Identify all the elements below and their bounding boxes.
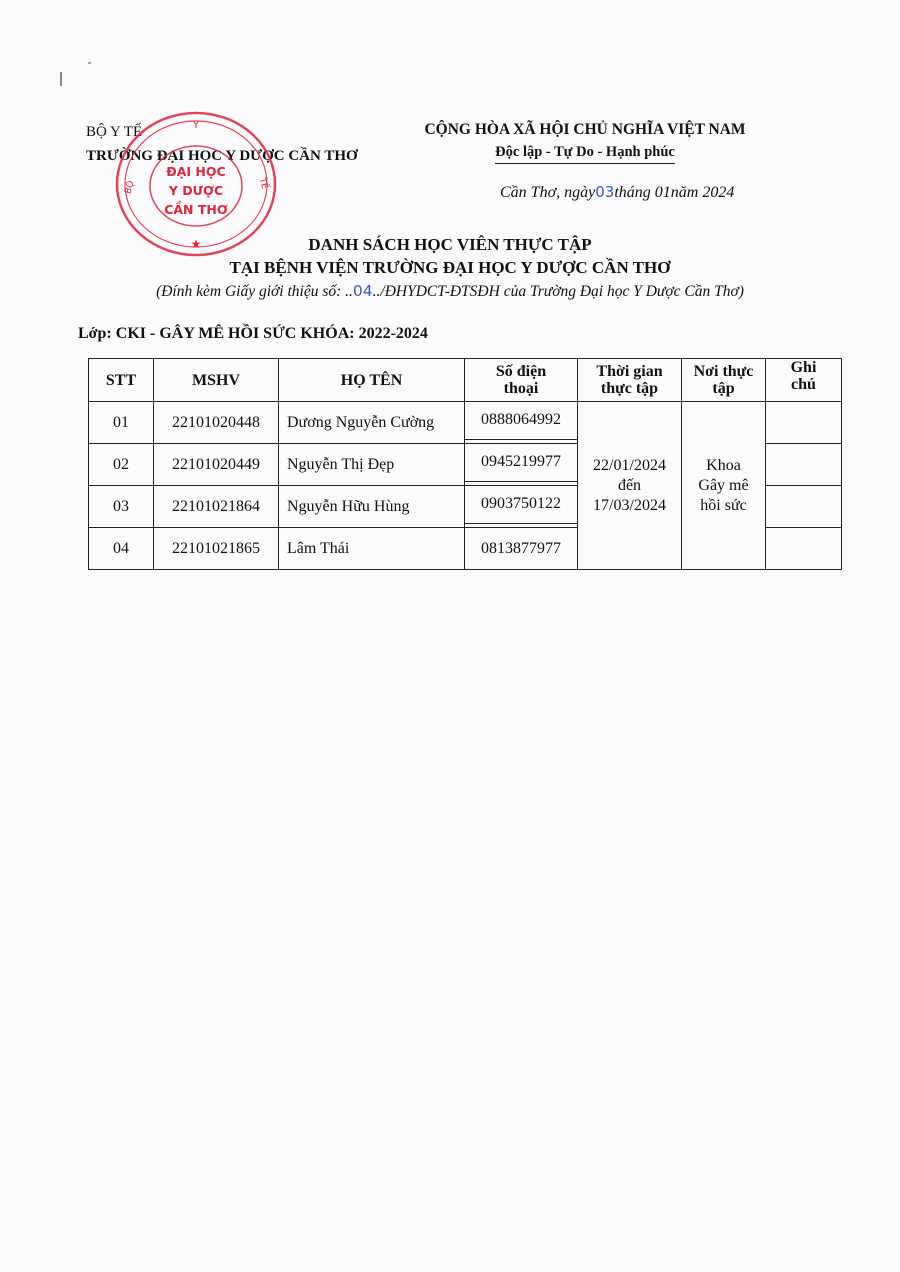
seal-center-line3: CẦN THƠ: [164, 202, 228, 217]
cell-phone: [465, 402, 578, 444]
cell-mshv: 22101020449: [154, 444, 279, 486]
cell-mshv: 22101020448: [154, 402, 279, 444]
university-seal: [112, 108, 280, 260]
cell-phone: [465, 486, 578, 528]
handwritten-day: 03: [595, 183, 615, 201]
national-motto: Độc lập - Tự Do - Hạnh phúc: [495, 141, 675, 164]
header-place-line1: Nơi thực: [693, 363, 754, 380]
place-line1: Khoa: [706, 456, 741, 474]
cell-name: Dương Nguyễn Cường: [279, 402, 465, 444]
place-line2: Gây mê: [698, 476, 749, 494]
cell-note: [766, 402, 842, 444]
scan-mark: [60, 72, 62, 86]
header-stt: STT: [89, 359, 154, 402]
date-prefix: Cần Thơ, ngày: [500, 184, 596, 201]
seal-star-icon: ★: [190, 237, 202, 251]
header-mshv: MSHV: [154, 359, 279, 402]
cell-name: Nguyễn Hữu Hùng: [279, 486, 465, 528]
header-phone-line2: thoại: [503, 380, 539, 397]
header-place: [682, 359, 766, 402]
header-note-line2: chú: [791, 376, 816, 393]
cell-note: [766, 486, 842, 528]
cell-stt: 02: [89, 444, 154, 486]
ministry-name: BỘ Y TẾ: [86, 124, 143, 140]
period-from: 22/01/2024: [593, 456, 666, 474]
attachment-suffix: ../ĐHYDCT-ĐTSĐH của Trường Đại học Y Dược Cần Thơ): [372, 283, 744, 300]
attachment-reference: [0, 282, 900, 301]
cell-note: [766, 528, 842, 570]
cell-stt: 03: [89, 486, 154, 528]
nation-name: CỘNG HÒA XÃ HỘI CHỦ NGHĨA VIỆT NAM: [424, 121, 746, 138]
seal-top-letter: Y: [192, 120, 200, 131]
document-title: DANH SÁCH HỌC VIÊN THỰC TẬP: [308, 235, 592, 254]
table-header-row: [89, 359, 842, 402]
cell-place: [682, 402, 766, 570]
seal-center-line1: ĐẠI HỌC: [166, 164, 226, 179]
class-line: Lớp: CKI - GÂY MÊ HỒI SỨC KHÓA: 2022-2024: [78, 325, 428, 342]
header-note-line1: Ghi: [790, 359, 817, 376]
place-line3: hồi sức: [700, 496, 747, 514]
cell-name: Lâm Thái: [279, 528, 465, 570]
handwritten-number: 04: [352, 282, 373, 300]
header-note: [766, 359, 842, 402]
cell-stt: 01: [89, 402, 154, 444]
header-phone: [465, 359, 578, 402]
scan-dot: [88, 62, 91, 64]
seal-center-line2: Y DƯỢC: [168, 183, 224, 198]
header-place-line2: tập: [712, 380, 735, 397]
header-phone-line1: Số điện: [495, 363, 547, 380]
header-period-line2: thực tập: [600, 380, 659, 397]
student-table: [88, 358, 842, 570]
university-name: TRƯỜNG ĐẠI HỌC Y DƯỢC CẦN THƠ: [86, 148, 358, 164]
seal-left-text: BỘ: [123, 179, 137, 196]
header-name: HỌ TÊN: [279, 359, 465, 402]
document-subtitle: TẠI BỆNH VIỆN TRƯỜNG ĐẠI HỌC Y DƯỢC CẦN THƠ: [229, 258, 671, 277]
cell-note: [766, 444, 842, 486]
phone-value: 0945219977: [465, 444, 577, 482]
attachment-prefix: (Đính kèm Giấy giới thiệu số: ..: [156, 283, 353, 300]
national-header: [400, 119, 770, 164]
phone-value: 0888064992: [465, 402, 577, 440]
header-period-line1: Thời gian: [596, 363, 663, 380]
cell-phone: 0813877977: [465, 528, 578, 570]
date-suffix: tháng 01năm 2024: [614, 184, 735, 201]
cell-stt: 04: [89, 528, 154, 570]
period-word: đến: [617, 476, 642, 494]
period-to: 17/03/2024: [593, 496, 666, 514]
phone-value: 0903750122: [465, 486, 577, 524]
cell-phone: [465, 444, 578, 486]
cell-mshv: 22101021864: [154, 486, 279, 528]
table-row: [89, 402, 842, 444]
cell-mshv: 22101021865: [154, 528, 279, 570]
date-line: [500, 183, 734, 202]
seal-right-text: TẾ: [256, 176, 270, 191]
header-period: [578, 359, 682, 402]
cell-period: [578, 402, 682, 570]
cell-name: Nguyễn Thị Đẹp: [279, 444, 465, 486]
